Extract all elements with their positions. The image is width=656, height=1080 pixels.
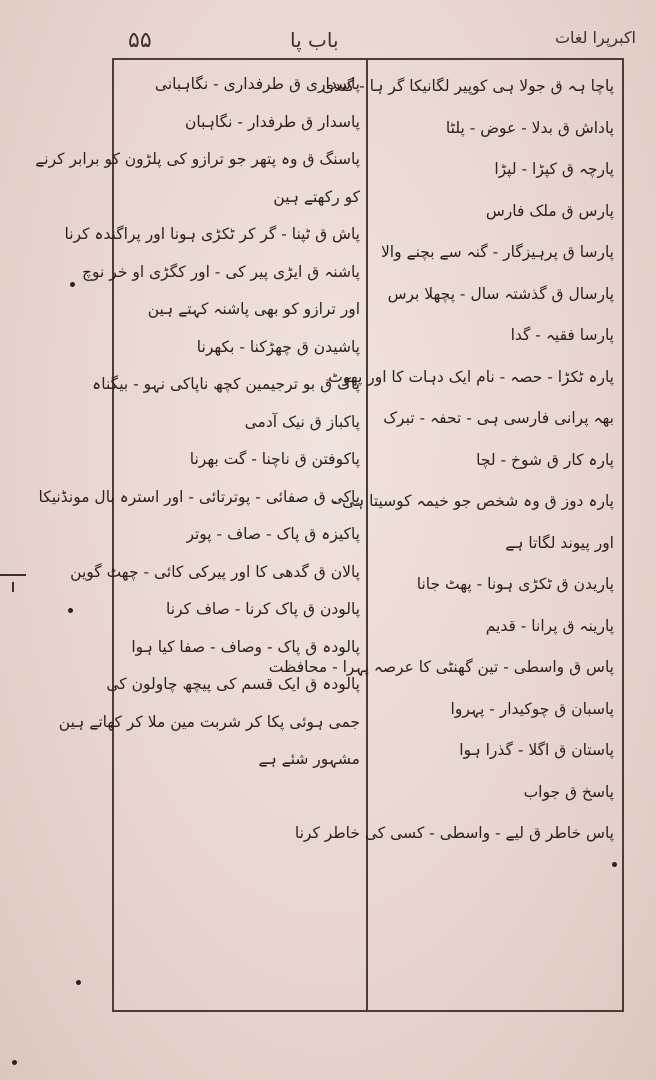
dictionary-entry: پاس خاطر ق لیے - واسطی - کسی کی خاطر کرنا xyxy=(294,824,614,842)
dictionary-entry: پاشیدن ق چھڑکنا - بکھرنا xyxy=(196,337,360,356)
ink-speck xyxy=(612,862,617,867)
ink-speck xyxy=(70,282,75,287)
dictionary-entry: پاسخ ق جواب xyxy=(523,782,614,801)
dictionary-entry: اور ترازو کو بھی پاشنہ کہتے ہین xyxy=(147,300,360,318)
dictionary-entry: پاداش ق بدلا - عوض - پلٹا xyxy=(445,118,614,137)
dictionary-entry: مشہور شئے ہے xyxy=(258,750,360,768)
ink-speck xyxy=(76,980,81,985)
dictionary-entry: پاریدن ق ٹکڑی ہونا - پھٹ جانا xyxy=(416,575,614,593)
column-divider xyxy=(366,58,368,1010)
dictionary-entry: پاستان ق اگلا - گذرا ہوا xyxy=(459,741,614,759)
dictionary-entry: پاش ق ٹپنا - گر کر ٹکڑی ہونا اور پراگندہ کرنا xyxy=(64,225,360,243)
dictionary-entry: پالودہ ق پاک - وصاف - صفا کیا ہوا xyxy=(131,637,360,656)
dictionary-entry: پاکیزہ ق پاک - صاف - پوتر xyxy=(186,525,360,543)
dictionary-entry: پاسبان ق چوکیدار - پہروا xyxy=(450,699,614,718)
dictionary-entry: پارہ دوز ق وہ شخص جو خیمہ کوسیتا ہی - xyxy=(331,492,614,510)
running-title: اکبرپرا لغات xyxy=(554,28,636,47)
page-number: ۵۵ xyxy=(128,28,152,53)
dictionary-entry: پاکی ق صفائی - پوترتائی - اور استرہ بال مونڈنیکا xyxy=(38,487,360,506)
dictionary-entry: پاکوفتن ق ناچنا - گت بھرنا xyxy=(189,450,360,468)
dictionary-entry: پارسا ق پرہیزگار - گنہ سے بچنے والا xyxy=(380,243,614,261)
dictionary-entry: پالودن ق پاک کرنا - صاف کرنا xyxy=(165,600,360,618)
dictionary-entry: بھہ پرانی فارسی ہی - تحفہ - تبرک xyxy=(383,409,614,427)
dictionary-entry: جمی ہوئی پکا کر شربت مین ملا کر کھاتے ہین xyxy=(58,712,360,731)
dictionary-entry: پاچا ہہ ق جولا ہی کوپیر لگانیکا گر ہا - گندی xyxy=(321,77,614,95)
dictionary-entry: پالودہ ق ایک قسم کی پیچھ چاولون کی xyxy=(106,675,360,693)
dictionary-entry: پاسنگ ق وہ پتھر جو ترازو کی پلڑون کو برابر کرنے xyxy=(35,150,360,168)
dictionary-entry: پاسدار ق طرفدار - نگاہبان xyxy=(185,112,360,131)
dictionary-entry: پاک ق بو ترجیمین کچھ ناپاکی نہو - بیگناہ xyxy=(92,375,360,393)
dictionary-entry: پارہ ٹکڑا - حصہ - نام ایک دہات کا اور پھوٹ xyxy=(328,367,614,386)
dictionary-entry: پاس ق واسطی - تین گھنٹی کا عرصہ پہرا - محافظت xyxy=(268,658,614,676)
dictionary-entry: پاشنہ ق ایڑی پیر کی - اور کگڑی او خر نوچ xyxy=(82,262,360,281)
dictionary-entry: پارسال ق گذشتہ سال - پچھلا برس xyxy=(387,284,614,303)
dictionary-entry: پاکباز ق نیک آدمی xyxy=(244,412,360,431)
dictionary-entry: کو رکھتے ہین xyxy=(273,187,360,206)
left-column xyxy=(35,66,360,1000)
margin-tick xyxy=(12,582,14,592)
dictionary-entry: پارس ق ملک فارس xyxy=(485,201,614,220)
dictionary-entry: پالان ق گدھی کا اور پیرکی کائی - چھٹ گوین xyxy=(70,562,360,581)
section-heading: باب پا xyxy=(290,28,339,52)
ink-speck xyxy=(12,1060,17,1065)
dictionary-entry: اور پیوند لگاتا ہے xyxy=(505,533,614,552)
dictionary-entry: پارینہ ق پرانا - قدیم xyxy=(485,616,614,635)
ink-speck xyxy=(68,608,73,613)
margin-mark xyxy=(0,574,26,576)
dictionary-entry: پارہ کار ق شوخ - لچا xyxy=(476,450,614,469)
dictionary-entry: پارچہ ق کپڑا - لپڑا xyxy=(494,160,614,178)
dictionary-entry: پاسداری ق طرفداری - نگاہبانی xyxy=(154,75,360,93)
dictionary-entry: پارسا فقیہ - گدا xyxy=(510,326,614,344)
